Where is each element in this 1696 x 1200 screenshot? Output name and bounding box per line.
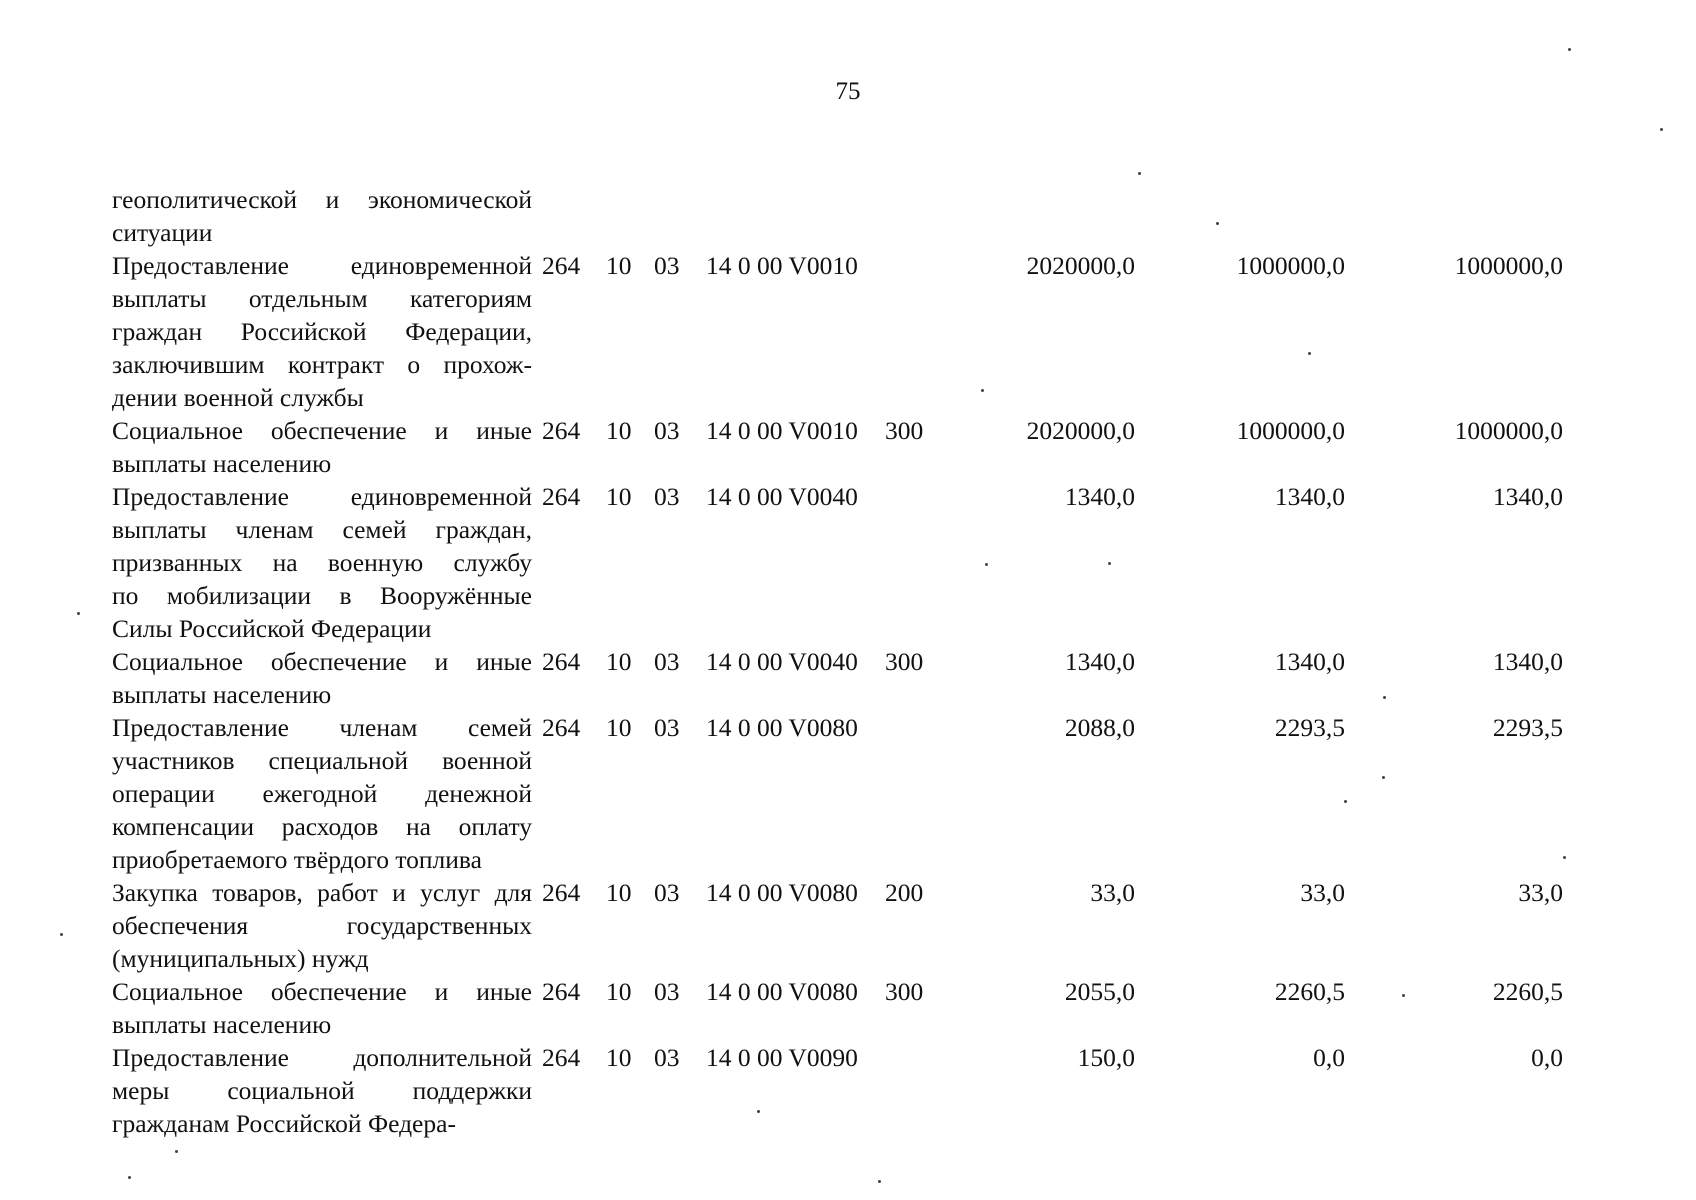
description-line: меры социальной поддержки [112,1076,532,1105]
grbs-code: 264 [542,482,581,511]
target-article-code: 14 0 00 V0080 [706,977,858,1006]
amount-year-3: 33,0 [1518,878,1563,907]
scan-speck [1402,994,1405,997]
row-description [112,1041,532,1140]
description-line: Социальное обеспечение и иные [112,977,532,1006]
table-row [112,645,1575,711]
description-line: Предоставление членам семей [112,713,532,742]
section-code: 10 [606,977,632,1006]
amount-year-1: 2020000,0 [1026,251,1135,280]
amount-year-1: 1340,0 [1064,482,1135,511]
row-description [112,183,532,249]
row-description [112,975,532,1041]
scan-speck [878,1180,881,1183]
amount-year-2: 0,0 [1313,1043,1345,1072]
budget-table [112,183,1575,1140]
subsection-code: 03 [654,647,680,676]
section-code: 10 [606,482,632,511]
scan-speck [1568,48,1571,51]
amount-year-1: 1340,0 [1064,647,1135,676]
subsection-code: 03 [654,251,680,280]
section-code: 10 [606,251,632,280]
scan-speck [175,1150,178,1153]
description-line: дении военной службы [112,383,364,412]
description-line: Предоставление единовременной [112,482,532,511]
description-line: выплаты членам семей граждан, [112,515,532,544]
amount-year-2: 2293,5 [1274,713,1345,742]
amount-year-3: 2293,5 [1492,713,1563,742]
amount-year-2: 1340,0 [1274,482,1345,511]
row-description [112,645,532,711]
amount-year-2: 1340,0 [1274,647,1345,676]
amount-year-2: 33,0 [1300,878,1345,907]
scan-speck [1563,856,1566,859]
subsection-code: 03 [654,878,680,907]
description-line: выплаты отдельным категориям [112,284,532,313]
subsection-code: 03 [654,416,680,445]
description-line: геополитической и экономической [112,185,532,214]
description-line: Социальное обеспечение и иные [112,416,532,445]
amount-year-3: 1340,0 [1492,647,1563,676]
scan-speck [77,612,80,615]
row-description [112,480,532,645]
scan-speck [985,563,988,566]
row-description [112,876,532,975]
table-row [112,480,1575,645]
scan-speck [60,933,63,936]
scan-speck [1308,352,1311,355]
row-description [112,414,532,480]
description-line: выплаты населению [112,449,332,478]
grbs-code: 264 [542,416,581,445]
description-line: операции ежегодной денежной [112,779,532,808]
expense-type-code: 300 [885,647,924,676]
description-line: (муниципальных) нужд [112,944,369,973]
description-line: Закупка товаров, работ и услуг для [112,878,532,907]
description-line: обеспечения государственных [112,911,532,940]
target-article-code: 14 0 00 V0080 [706,713,858,742]
amount-year-3: 2260,5 [1492,977,1563,1006]
amount-year-2: 2260,5 [1274,977,1345,1006]
scan-speck [1344,800,1347,803]
scan-speck [1660,128,1663,131]
table-row [112,1041,1575,1140]
description-line: Социальное обеспечение и иные [112,647,532,676]
amount-year-3: 1000000,0 [1454,416,1563,445]
grbs-code: 264 [542,977,581,1006]
table-row [112,249,1575,414]
expense-type-code: 300 [885,977,924,1006]
grbs-code: 264 [542,647,581,676]
scan-speck [128,1176,131,1179]
scan-speck [1382,776,1385,779]
description-line: выплаты населению [112,680,332,709]
description-line: призванных на военную службу [112,548,532,577]
section-code: 10 [606,647,632,676]
amount-year-1: 150,0 [1077,1043,1135,1072]
description-line: гражданам Российской Федера- [112,1109,456,1138]
scan-speck [757,1110,760,1113]
subsection-code: 03 [654,713,680,742]
section-code: 10 [606,878,632,907]
grbs-code: 264 [542,1043,581,1072]
table-row [112,975,1575,1041]
target-article-code: 14 0 00 V0010 [706,416,858,445]
description-line: участников специальной военной [112,746,532,775]
target-article-code: 14 0 00 V0010 [706,251,858,280]
section-code: 10 [606,416,632,445]
description-line: ситуации [112,218,213,247]
expense-type-code: 200 [885,878,924,907]
target-article-code: 14 0 00 V0080 [706,878,858,907]
target-article-code: 14 0 00 V0040 [706,647,858,676]
amount-year-1: 33,0 [1090,878,1135,907]
amount-year-3: 1340,0 [1492,482,1563,511]
description-line: граждан Российской Федерации, [112,317,532,346]
scan-speck [1108,562,1111,565]
table-row [112,711,1575,876]
amount-year-2: 1000000,0 [1236,416,1345,445]
scan-speck [981,389,984,392]
subsection-code: 03 [654,482,680,511]
description-line: по мобилизации в Вооружённые [112,581,532,610]
grbs-code: 264 [542,878,581,907]
amount-year-3: 0,0 [1531,1043,1563,1072]
description-line: Предоставление единовременной [112,251,532,280]
expense-type-code: 300 [885,416,924,445]
description-line: Предоставление дополнительной [112,1043,532,1072]
row-description [112,249,532,414]
subsection-code: 03 [654,977,680,1006]
description-line: компенсации расходов на оплату [112,812,532,841]
grbs-code: 264 [542,713,581,742]
section-code: 10 [606,713,632,742]
section-code: 10 [606,1043,632,1072]
description-line: приобретаемого твёрдого топлива [112,845,482,874]
amount-year-1: 2088,0 [1064,713,1135,742]
page-number: 75 [835,78,861,105]
description-line: выплаты населению [112,1010,332,1039]
table-row [112,876,1575,975]
amount-year-3: 1000000,0 [1454,251,1563,280]
subsection-code: 03 [654,1043,680,1072]
description-line: заключившим контракт о прохож- [112,350,532,379]
amount-year-1: 2020000,0 [1026,416,1135,445]
description-line: Силы Российской Федерации [112,614,432,643]
amount-year-1: 2055,0 [1064,977,1135,1006]
amount-year-2: 1000000,0 [1236,251,1345,280]
table-row [112,414,1575,480]
grbs-code: 264 [542,251,581,280]
scan-speck [1216,222,1219,225]
target-article-code: 14 0 00 V0040 [706,482,858,511]
row-description [112,711,532,876]
scan-speck [1138,172,1141,175]
target-article-code: 14 0 00 V0090 [706,1043,858,1072]
scan-speck [1383,696,1386,699]
table-row [112,183,1575,249]
